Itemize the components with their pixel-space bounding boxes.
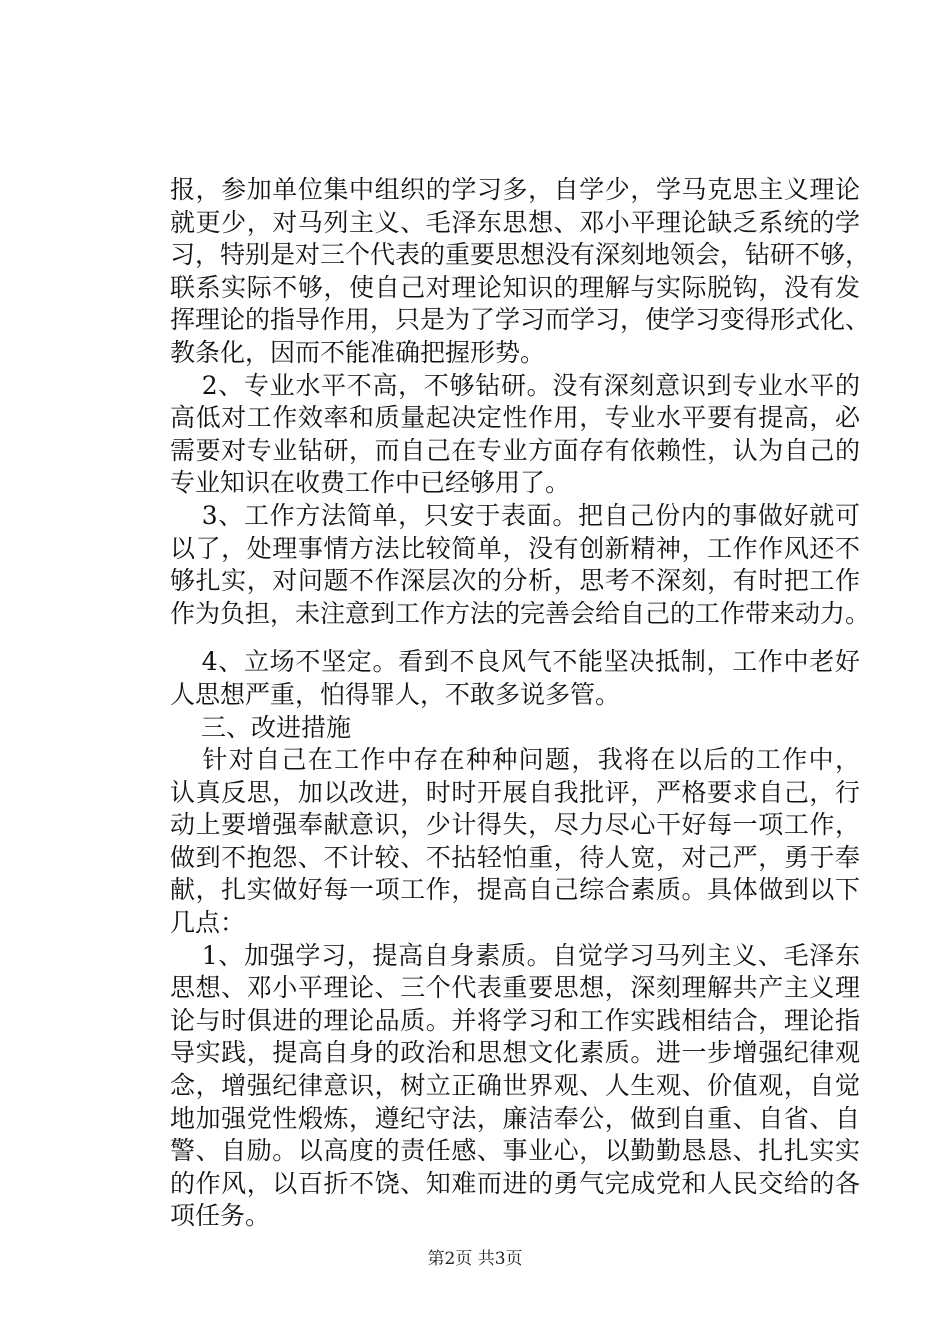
- text-line: 1、加强学习，提高自身素质。自觉学习马列主义、毛泽东: [176, 940, 860, 970]
- text-line: 就更少，对马列主义、毛泽东思想、邓小平理论缺乏系统的学: [170, 207, 860, 237]
- text-line: 导实践，提高自身的政治和思想文化素质。进一步增强纪律观: [170, 1038, 860, 1068]
- text-line: 2、专业水平不高，不够钻研。没有深刻意识到专业水平的: [176, 370, 860, 400]
- text-line: 动上要增强奉献意识，少计得失，尽力尽心干好每一项工作，: [170, 810, 860, 840]
- text-line: 专业知识在收费工作中已经够用了。: [170, 468, 571, 498]
- text-line: 需要对专业钻研，而自己在专业方面存有依赖性，认为自己的: [170, 435, 860, 465]
- paragraph-gap: [170, 630, 860, 646]
- page-number-footer: 第2页 共3页: [427, 1249, 523, 1269]
- text-line: 论与时俱进的理论品质。并将学习和工作实践相结合，理论指: [170, 1005, 860, 1035]
- text-line: 习，特别是对三个代表的重要思想没有深刻地领会，钻研不够，: [170, 240, 871, 270]
- text-line: 作为负担，未注意到工作方法的完善会给自己的工作带来动力。: [170, 598, 871, 628]
- text-line: 高低对工作效率和质量起决定性作用，专业水平要有提高，必: [170, 403, 860, 433]
- text-line: 几点：: [170, 908, 246, 938]
- text-line: 认真反思，加以改进，时时开展自我批评，严格要求自己，行: [170, 777, 860, 807]
- text-line: 做到不抱怨、不计较、不拈轻怕重，待人宽，对己严，勇于奉: [170, 842, 860, 872]
- text-line: 4、立场不坚定。看到不良风气不能坚决抵制，工作中老好: [176, 647, 860, 677]
- text-line: 项任务。: [170, 1201, 271, 1231]
- text-line: 以了，处理事情方法比较简单，没有创新精神，工作作风还不: [170, 533, 860, 563]
- text-line: 警、自励。以高度的责任感、事业心，以勤勤恳恳、扎扎实实: [170, 1136, 860, 1166]
- text-line: 3、工作方法简单，只安于表面。把自己份内的事做好就可: [176, 500, 860, 530]
- text-line: 念，增强纪律意识，树立正确世界观、人生观、价值观，自觉: [170, 1071, 860, 1101]
- text-line: 报，参加单位集中组织的学习多，自学少，学马克思主义理论: [170, 175, 860, 204]
- text-line: 地加强党性煅炼，遵纪守法，廉洁奉公，做到自重、自省、自: [170, 1103, 860, 1133]
- text-line: 的作风，以百折不饶、知难而进的勇气完成党和人民交给的各: [170, 1168, 860, 1198]
- text-line: 挥理论的指导作用，只是为了学习而学习，使学习变得形式化、: [170, 305, 871, 335]
- text-line: 够扎实，对问题不作深层次的分析，思考不深刻，有时把工作: [170, 566, 860, 596]
- text-line: 献，扎实做好每一项工作，提高自己综合素质。具体做到以下: [170, 875, 860, 905]
- section-heading: 三、改进措施: [176, 712, 352, 742]
- body-text: [170, 174, 871, 1233]
- text-line: 教条化，因而不能准确把握形势。: [170, 337, 546, 367]
- text-line: 思想、邓小平理论、三个代表重要思想，深刻理解共产主义理: [170, 973, 860, 1003]
- text-line: 联系实际不够，使自己对理论知识的理解与实际脱钩，没有发: [170, 272, 860, 302]
- text-line: 针对自己在工作中存在种种问题，我将在以后的工作中，: [176, 745, 860, 775]
- text-line: 人思想严重，怕得罪人，不敢多说多管。: [170, 679, 621, 709]
